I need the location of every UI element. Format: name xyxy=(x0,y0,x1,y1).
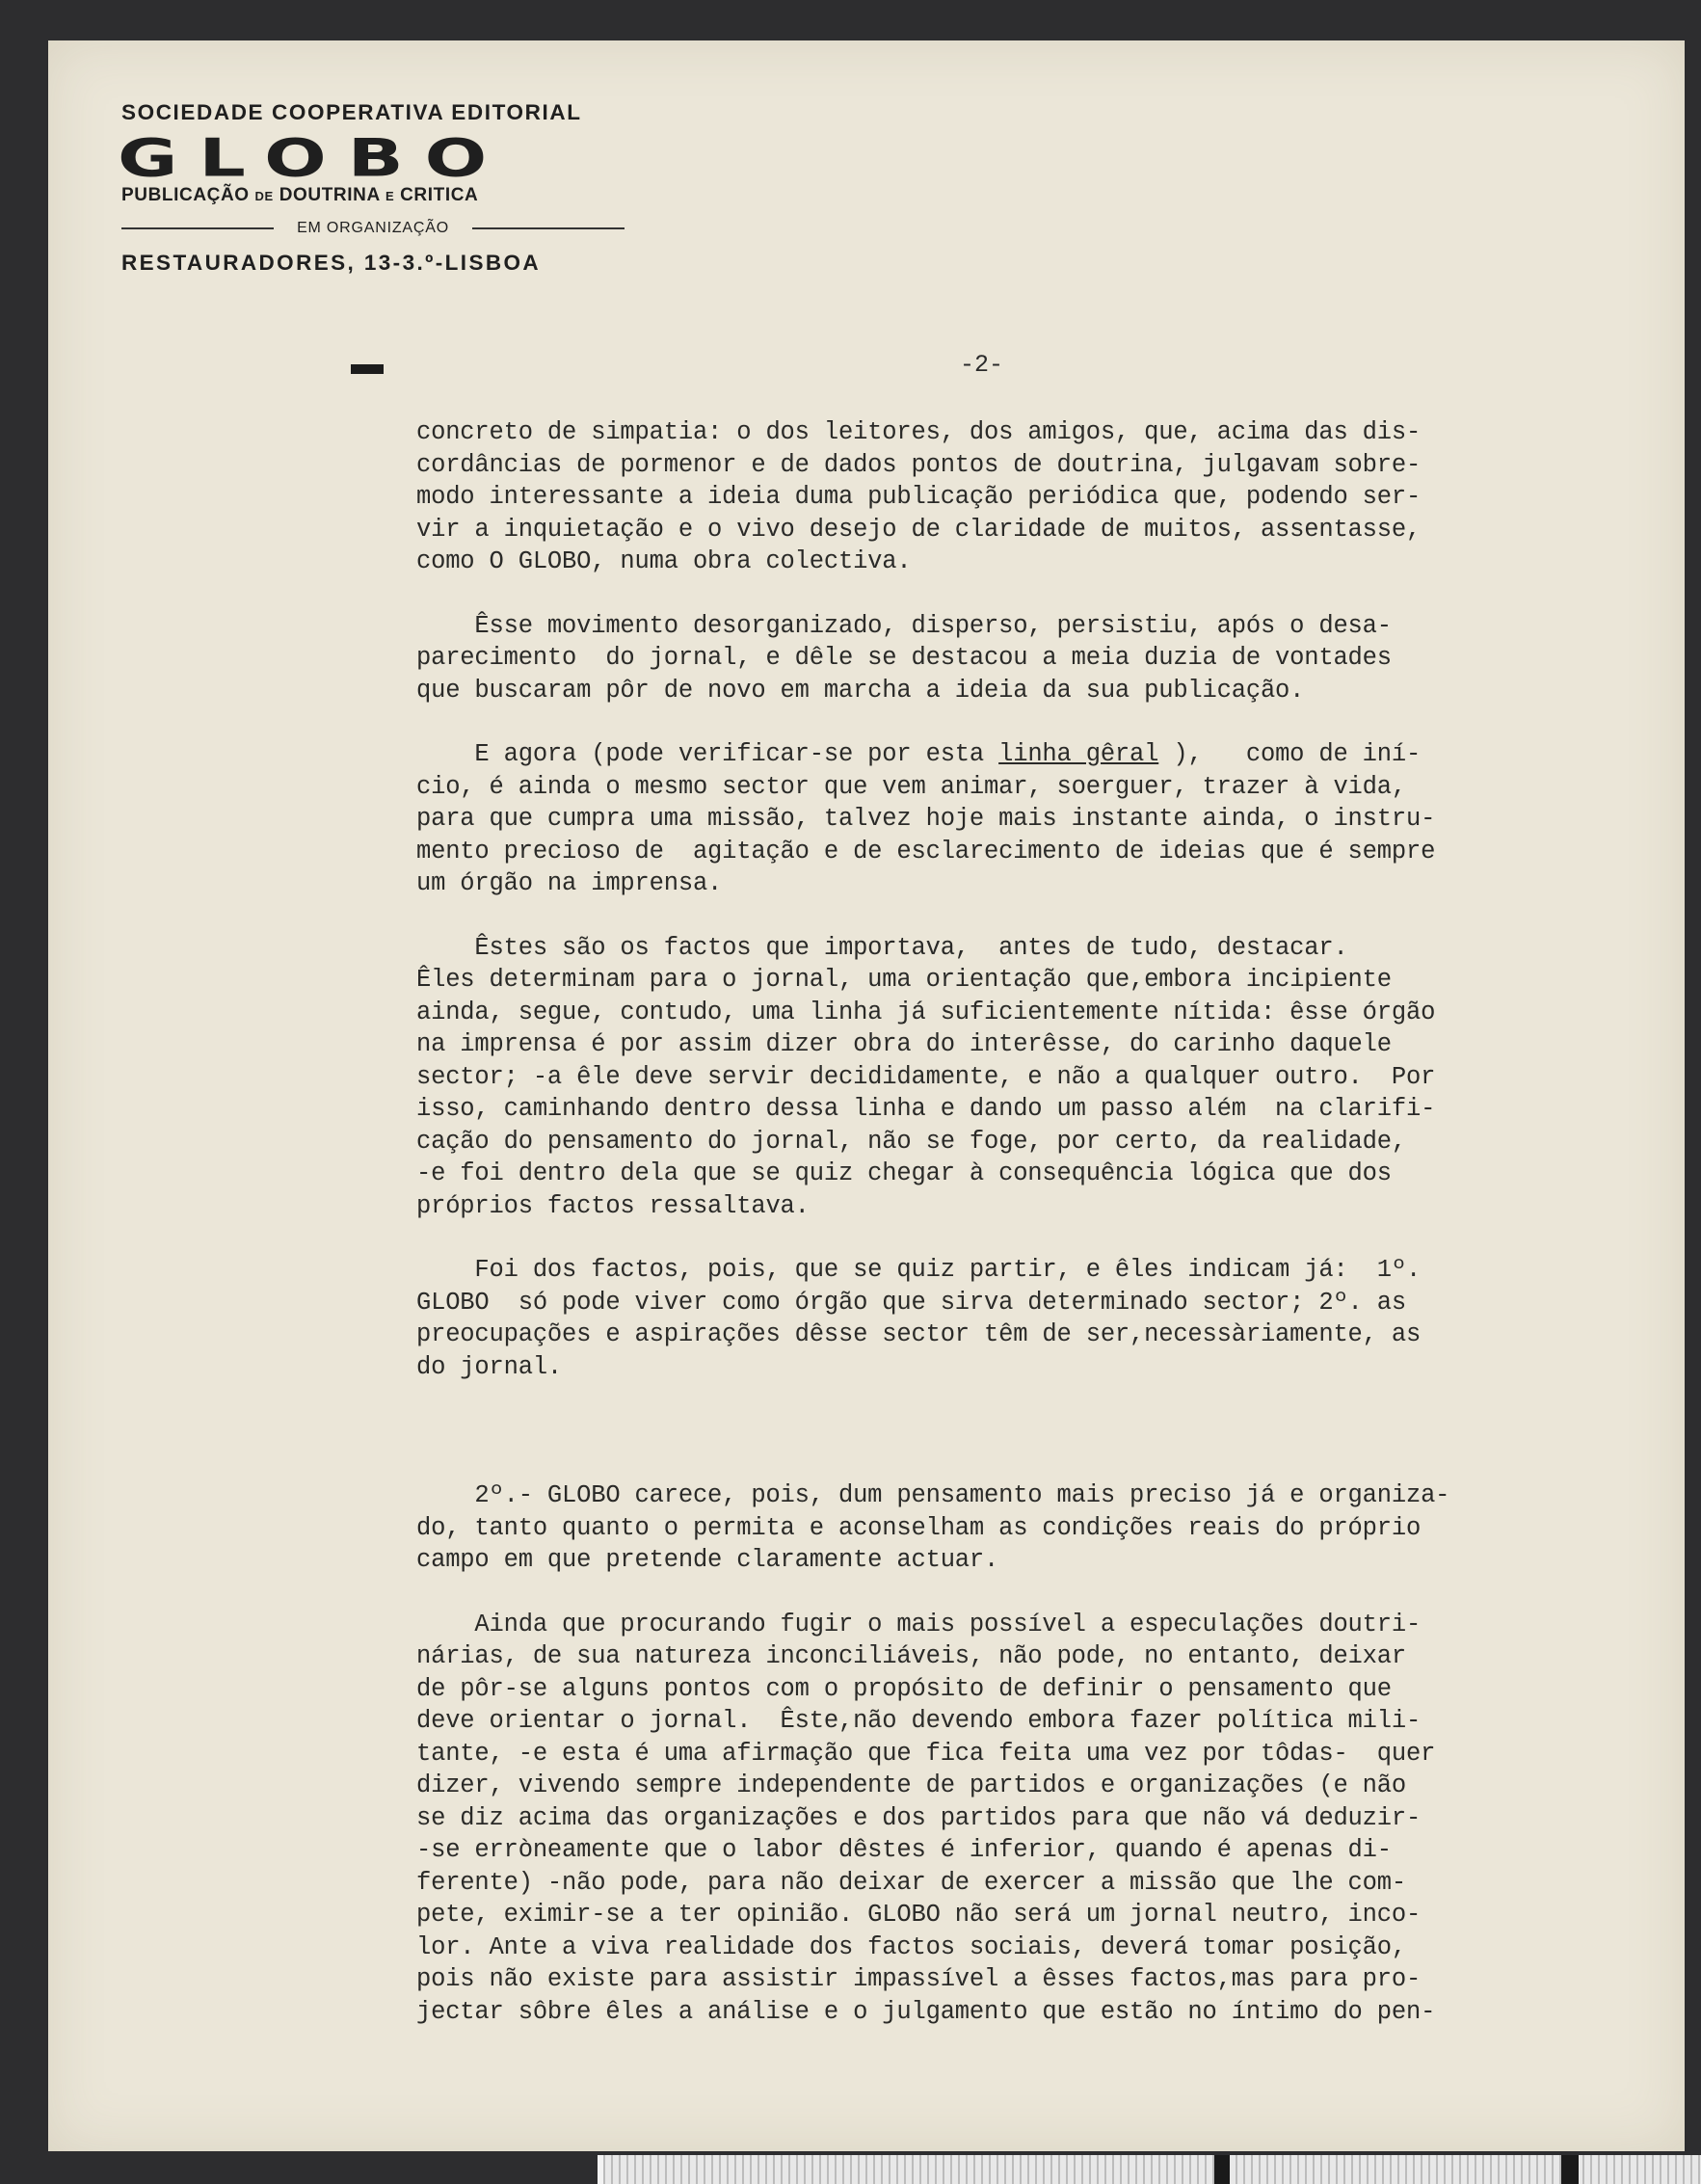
text-line: do jornal. xyxy=(416,1352,563,1381)
text-line: -se erròneamente que o labor dêstes é inferior, quando é apenas di- xyxy=(416,1836,1392,1864)
text-line: mento precioso de agitação e de esclarecimento de ideias que é sempre xyxy=(416,837,1436,866)
text-line: Ainda que procurando fugir o mais possível a especulações doutri- xyxy=(416,1610,1422,1638)
paragraph-4 xyxy=(416,932,1554,1223)
scale-ruler xyxy=(598,2155,1701,2184)
text-line: E agora (pode verificar-se por esta linha gêral ), como de iní- xyxy=(416,740,1422,768)
paragraph-5 xyxy=(416,1254,1554,1383)
letterhead-publication: PUBLICAÇÃO DE DOUTRINA E CRITICA xyxy=(121,185,479,205)
divider xyxy=(121,227,274,229)
text-line: pois não existe para assistir impassível a êsses factos,mas para pro- xyxy=(416,1965,1422,1993)
text-line: do, tanto quanto o permita e aconselham as condições reais do próprio xyxy=(416,1513,1422,1542)
text-line: próprios factos ressaltava. xyxy=(416,1191,810,1220)
text-line: -e foi dentro dela que se quiz chegar à consequência lógica que dos xyxy=(416,1159,1392,1187)
text-line: isso, caminhando dentro dessa linha e dando um passo além na clarifi- xyxy=(416,1095,1436,1123)
text-line: parecimento do jornal, e dêle se destacou a meia duzia de vontades xyxy=(416,644,1392,672)
text-line: cio, é ainda o mesmo sector que vem animar, soerguer, trazer à vida, xyxy=(416,772,1406,801)
text-line: GLOBO só pode viver como órgão que sirva determinado sector; 2º. as xyxy=(416,1288,1406,1317)
text-line: que buscaram pôr de novo em marcha a ideia da sua publicação. xyxy=(416,676,1305,705)
text-line: concreto de simpatia: o dos leitores, dos amigos, que, acima das dis- xyxy=(416,418,1422,446)
letterhead-society: SOCIEDADE COOPERATIVA EDITORIAL xyxy=(121,100,582,124)
text-line: se diz acima das organizações e dos partidos para que não vá deduzir- xyxy=(416,1803,1422,1832)
text-line: Êstes são os factos que importava, antes de tudo, destacar. xyxy=(416,933,1348,962)
paragraph-3 xyxy=(416,738,1554,900)
text-line: para que cumpra uma missão, talvez hoje mais instante ainda, o instru- xyxy=(416,805,1436,833)
text-line: dizer, vivendo sempre independente de partidos e organizações (e não xyxy=(416,1771,1406,1799)
text-line: na imprensa é por assim dizer obra do interêsse, do carinho daquele xyxy=(416,1030,1392,1058)
text-line: campo em que pretende claramente actuar. xyxy=(416,1546,999,1574)
globo-logo: GLOBO xyxy=(118,126,509,189)
letterhead-address: RESTAURADORES, 13-3.º-LISBOA xyxy=(121,251,542,275)
text-line: 2º.- GLOBO carece, pois, dum pensamento mais preciso já e organiza- xyxy=(416,1481,1450,1509)
ink-mark xyxy=(351,364,384,374)
text-line: modo interessante a ideia duma publicação periódica que, podendo ser- xyxy=(416,483,1422,511)
letterhead-status: EM ORGANIZAÇÃO xyxy=(121,220,625,237)
text-line: nárias, de sua natureza inconciliáveis, não pode, no entanto, deixar xyxy=(416,1642,1406,1670)
text-line: sector; -a êle deve servir decididamente, e não a qualquer outro. Por xyxy=(416,1062,1436,1091)
text-line: ferente) -não pode, para não deixar de exercer a missão que lhe com- xyxy=(416,1868,1406,1897)
text-line: ainda, segue, contudo, uma linha já suficientemente nítida: êsse órgão xyxy=(416,998,1436,1026)
text-line: cação do pensamento do jornal, não se foge, por certo, da realidade, xyxy=(416,1127,1406,1156)
text-line: lor. Ante a viva realidade dos factos sociais, deverá tomar posição, xyxy=(416,1932,1406,1961)
text-line: deve orientar o jornal. Êste,não devendo embora fazer política mili- xyxy=(416,1707,1422,1735)
text-line: Foi dos factos, pois, que se quiz partir, e êles indicam já: 1º. xyxy=(416,1256,1422,1284)
divider xyxy=(472,227,625,229)
text-line: Êsse movimento desorganizado, disperso, persistiu, após o desa- xyxy=(416,611,1392,640)
text-line: como O GLOBO, numa obra colectiva. xyxy=(416,547,912,575)
text-line: preocupações e aspirações dêsse sector têm de ser,necessàriamente, as xyxy=(416,1320,1422,1348)
paragraph-2 xyxy=(416,610,1554,707)
page-number: -2- xyxy=(960,351,1004,379)
paragraph-7 xyxy=(416,1609,1554,2029)
text-line: cordâncias de pormenor e de dados pontos de doutrina, julgavam sobre- xyxy=(416,450,1422,479)
text-line: jectar sôbre êles a análise e o julgamento que estão no íntimo do pen- xyxy=(416,1997,1436,2026)
text-line: vir a inquietação e o vivo desejo de claridade de muitos, assentasse, xyxy=(416,515,1422,544)
text-line: um órgão na imprensa. xyxy=(416,869,723,897)
text-line: Êles determinam para o jornal, uma orientação que,embora incipiente xyxy=(416,966,1392,994)
typed-body xyxy=(416,416,1554,2028)
text-line: de pôr-se alguns pontos com o propósito de definir o pensamento que xyxy=(416,1674,1392,1703)
paragraph-1 xyxy=(416,416,1554,578)
underlined-phrase: linha gêral xyxy=(998,740,1159,768)
paragraph-6 xyxy=(416,1479,1554,1577)
text-line: pete, eximir-se a ter opinião. GLOBO não será um jornal neutro, inco- xyxy=(416,1901,1422,1929)
letterhead xyxy=(118,100,625,276)
text-line: tante, -e esta é uma afirmação que fica feita uma vez por tôdas- quer xyxy=(416,1739,1436,1768)
